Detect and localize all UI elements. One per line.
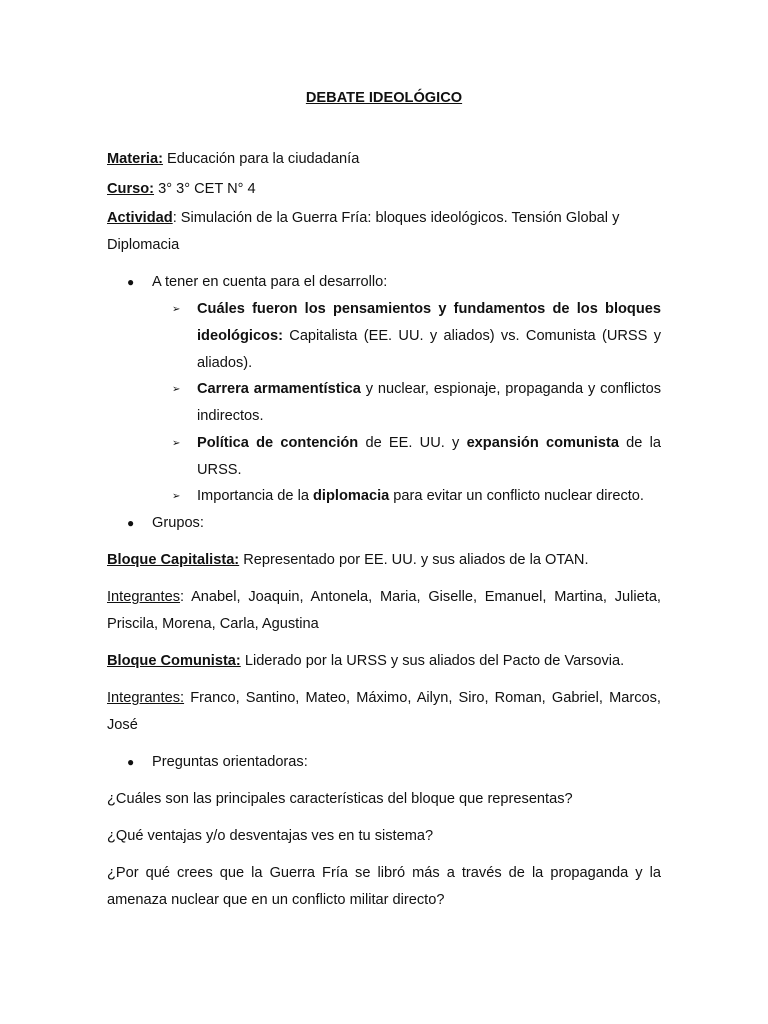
bloque-capitalista-line (107, 547, 661, 574)
arrow-bullet-icon: ➢ (172, 384, 181, 395)
materia-value: Educación para la ciudadanía (162, 151, 360, 167)
curso-line (107, 176, 661, 203)
bullet-grupos-text: Grupos: (152, 515, 204, 531)
actividad-line (107, 205, 661, 259)
subitem-diplomacia (197, 483, 661, 510)
subitem-fundamentos-text: Capitalista (EE. UU. y aliados) vs. Comunista (URSS y aliados). (197, 328, 661, 371)
question-3: ¿Por qué crees que la Guerra Fría se libró más a través de la propaganda y la amenaza nuclear que en un conflicto militar directo? (107, 865, 661, 908)
materia-line (107, 146, 661, 173)
bullet-dot-icon: ● (127, 755, 135, 769)
subitem-politica-text: de la URSS. (197, 435, 661, 478)
subitem-carrera (197, 376, 661, 430)
arrow-bullet-icon: ➢ (172, 491, 181, 502)
integrantes-comunista-label: Integrantes: (107, 690, 185, 706)
bullet-dot-icon: ● (127, 275, 135, 289)
curso-label: Curso: (107, 181, 155, 197)
subitem-diplomacia-pre: Importancia de la (197, 488, 314, 504)
subitem-fundamentos (197, 296, 661, 377)
integrantes-comunista (107, 685, 661, 739)
subitem-politica (197, 430, 661, 484)
bullet-preguntas-text: Preguntas orientadoras: (152, 754, 308, 770)
bullet-dot-icon: ● (127, 516, 135, 530)
subitem-politica-bold1: Política de contención (197, 435, 359, 451)
materia-label: Materia: (107, 151, 163, 167)
question-2: ¿Qué ventajas y/o desventajas ves en tu sistema? (107, 828, 434, 844)
bloque-capitalista-label: Bloque Capitalista: (107, 552, 240, 568)
actividad-label: Actividad (107, 210, 173, 226)
bloque-capitalista-value: Representado por EE. UU. y sus aliados de la OTAN. (239, 552, 589, 568)
subitem-fundamentos-bold: Cuáles fueron los pensamientos y fundamentos de los bloques ideológicos: (197, 301, 661, 344)
arrow-bullet-icon: ➢ (172, 438, 181, 449)
subitem-carrera-bold: Carrera armamentística (197, 381, 361, 397)
subitem-diplomacia-text: para evitar un conflicto nuclear directo. (389, 488, 644, 504)
subitem-politica-mid: de EE. UU. y (358, 435, 467, 451)
question-1: ¿Cuáles son las principales características del bloque que representas? (107, 791, 573, 807)
bloque-comunista-label: Bloque Comunista: (107, 653, 241, 669)
integrantes-capitalista (107, 584, 661, 638)
actividad-value: : Simulación de la Guerra Fría: bloques ideológicos. Tensión Global y Diplomacia (107, 210, 620, 253)
subitem-diplomacia-bold: diplomacia (313, 488, 390, 504)
bullet-desarrollo-text: A tener en cuenta para el desarrollo: (152, 274, 388, 290)
subitem-carrera-text: y nuclear, espionaje, propaganda y conflictos indirectos. (197, 381, 661, 424)
arrow-bullet-icon: ➢ (172, 304, 181, 315)
curso-value: 3° 3° CET N° 4 (154, 181, 256, 197)
subitem-politica-bold2: expansión comunista (466, 435, 619, 451)
document-title: DEBATE IDEOLÓGICO (305, 90, 463, 106)
integrantes-comunista-value: Franco, Santino, Mateo, Máximo, Ailyn, Siro, Roman, Gabriel, Marcos, José (107, 690, 661, 733)
bloque-comunista-line (107, 648, 661, 675)
integrantes-capitalista-value: : Anabel, Joaquin, Antonela, Maria, Giselle, Emanuel, Martina, Julieta, Priscila, Morena, Carla, Agustina (107, 589, 661, 632)
bloque-comunista-value: Liderado por la URSS y sus aliados del Pacto de Varsovia. (240, 653, 625, 669)
integrantes-capitalista-label: Integrantes (107, 589, 181, 605)
